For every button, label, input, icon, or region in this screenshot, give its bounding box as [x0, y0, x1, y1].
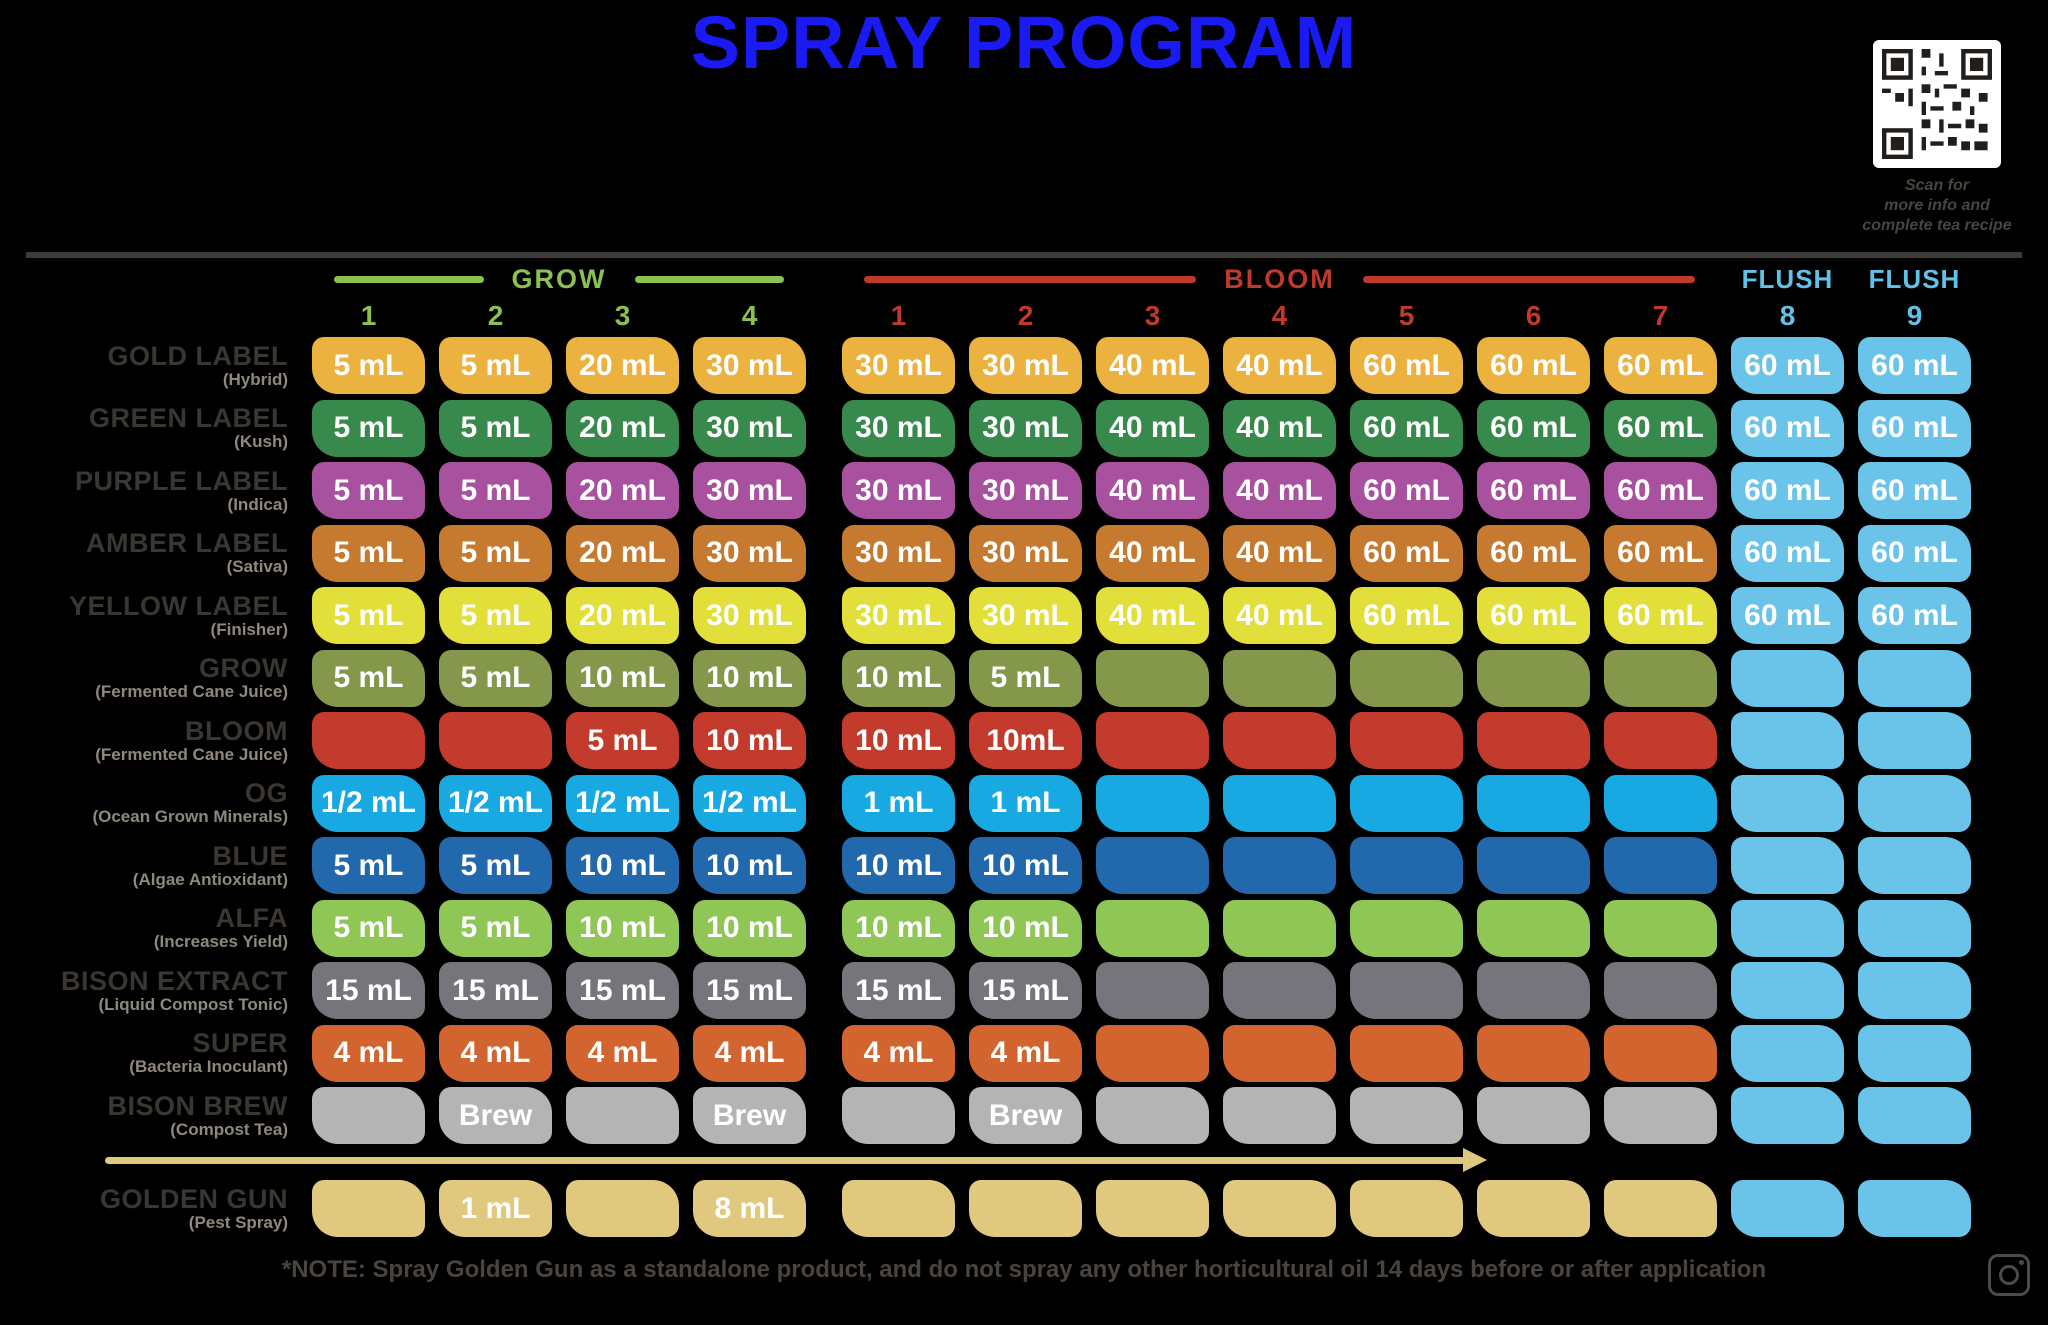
dose-cell: [1477, 650, 1590, 707]
dose-cell: Brew: [439, 1087, 552, 1144]
dose-cell: [1350, 962, 1463, 1019]
dose-cell: 30 mL: [842, 525, 955, 582]
dose-cell: 30 mL: [693, 587, 806, 644]
dose-cell: 10 mL: [969, 900, 1082, 957]
dose-cell: [1350, 1180, 1463, 1237]
dose-cell: 1/2 mL: [566, 775, 679, 832]
product-name: BISON BREW: [107, 1090, 288, 1121]
dose-cell: 20 mL: [566, 587, 679, 644]
dose-cell: 5 mL: [312, 900, 425, 957]
product-name: GROW: [199, 653, 288, 684]
product-name: AMBER LABEL: [86, 528, 288, 559]
flush-cell: [1858, 1180, 1971, 1237]
product-name: GOLD LABEL: [107, 340, 288, 371]
row-label: [14, 712, 298, 769]
product-name: GOLDEN GUN: [99, 1183, 288, 1214]
bloom-line-right: [1363, 276, 1695, 283]
dose-cell: [1223, 962, 1336, 1019]
flush-cell: 60 mL: [1731, 400, 1844, 457]
dose-cell: [1096, 837, 1209, 894]
dose-cell: 40 mL: [1223, 400, 1336, 457]
dose-cell: [1096, 775, 1209, 832]
row-label: [14, 1025, 298, 1082]
flush-cell: [1858, 837, 1971, 894]
product-name: BISON EXTRACT: [60, 965, 288, 996]
week-number-bloom: 7: [1652, 299, 1669, 331]
footnote: *NOTE: Spray Golden Gun as a standalone product, and do not spray any other horticultural oil 14 days before or after application: [281, 1256, 1767, 1283]
dose-cell: 60 mL: [1477, 587, 1590, 644]
dose-cell: 5 mL: [439, 525, 552, 582]
dose-cell: 30 mL: [969, 462, 1082, 519]
dose-cell: [1096, 900, 1209, 957]
page-title: SPRAY PROGRAM: [690, 1, 1358, 84]
dose-cell: 4 mL: [439, 1025, 552, 1082]
product-subtitle: (Increases Yield): [153, 932, 288, 952]
week-number-flush: 8: [1779, 299, 1796, 331]
dose-cell: 5 mL: [439, 900, 552, 957]
dose-cell: 60 mL: [1477, 400, 1590, 457]
flush-cell: [1858, 1025, 1971, 1082]
dose-cell: 60 mL: [1604, 337, 1717, 394]
flush-cell: [1858, 712, 1971, 769]
row-label: [14, 962, 298, 1019]
dose-cell: [439, 712, 552, 769]
product-subtitle: (Compost Tea): [170, 1119, 288, 1139]
qr-code: [1873, 40, 2001, 168]
dose-cell: [1604, 775, 1717, 832]
dose-cell: 60 mL: [1477, 462, 1590, 519]
dose-cell: 5 mL: [312, 462, 425, 519]
dose-cell: [1223, 1025, 1336, 1082]
flush-cell: [1858, 900, 1971, 957]
week-number-bloom: 1: [890, 299, 907, 331]
flush8-label: FLUSH: [1741, 263, 1834, 294]
dose-cell: 60 mL: [1350, 462, 1463, 519]
dose-cell: 10 mL: [566, 900, 679, 957]
dose-cell: 10 mL: [842, 900, 955, 957]
dose-cell: [1604, 1025, 1717, 1082]
spray-schedule-table: [14, 264, 1971, 1144]
dose-cell: [1350, 775, 1463, 832]
dose-cell: 5 mL: [439, 337, 552, 394]
dose-cell: 4 mL: [693, 1025, 806, 1082]
dose-cell: 1 mL: [969, 775, 1082, 832]
dose-cell: [1477, 775, 1590, 832]
dose-cell: [1096, 1180, 1209, 1237]
dose-cell: 20 mL: [566, 400, 679, 457]
dose-cell: 30 mL: [842, 462, 955, 519]
week-number-bloom: 6: [1525, 299, 1542, 331]
dose-cell: 10 mL: [566, 650, 679, 707]
dose-cell: 40 mL: [1096, 462, 1209, 519]
dose-cell: Brew: [969, 1087, 1082, 1144]
dose-cell: [312, 1180, 425, 1237]
product-name: OG: [244, 778, 288, 809]
week-number-bloom: 5: [1398, 299, 1415, 331]
row-label: [14, 775, 298, 832]
dose-cell: 30 mL: [969, 400, 1082, 457]
dose-cell: 15 mL: [566, 962, 679, 1019]
instagram-icon: [1988, 1254, 2030, 1296]
flush-cell: 60 mL: [1858, 462, 1971, 519]
qr-pattern: [1882, 49, 1992, 159]
dose-cell: [1350, 1025, 1463, 1082]
arrow-head-icon: [1463, 1148, 1487, 1172]
grow-line-right: [635, 276, 785, 283]
dose-cell: 5 mL: [439, 587, 552, 644]
row-label: [14, 900, 298, 957]
dose-cell: 5 mL: [312, 525, 425, 582]
product-name: PURPLE LABEL: [74, 465, 288, 496]
dose-cell: [1604, 1180, 1717, 1237]
dose-cell: 30 mL: [842, 337, 955, 394]
dose-cell: 40 mL: [1096, 400, 1209, 457]
dose-cell: [1604, 962, 1717, 1019]
dose-cell: [1477, 900, 1590, 957]
flush-cell: 60 mL: [1731, 587, 1844, 644]
dose-cell: [312, 712, 425, 769]
dose-cell: 40 mL: [1096, 337, 1209, 394]
product-subtitle: (Fermented Cane Juice): [95, 744, 288, 764]
dose-cell: 5 mL: [312, 337, 425, 394]
qr-caption-line: more info and: [1884, 197, 1990, 214]
dose-cell: 5 mL: [312, 837, 425, 894]
flush-cell: [1731, 1180, 1844, 1237]
dose-cell: [842, 1180, 955, 1237]
dose-cell: 60 mL: [1350, 587, 1463, 644]
dose-cell: [1477, 1180, 1590, 1237]
row-label: [14, 462, 298, 519]
dose-cell: 60 mL: [1604, 587, 1717, 644]
row-label: [14, 587, 298, 644]
dose-cell: [1096, 712, 1209, 769]
flush-cell: 60 mL: [1858, 525, 1971, 582]
dose-cell: 1 mL: [842, 775, 955, 832]
dose-cell: 30 mL: [969, 587, 1082, 644]
dose-cell: 15 mL: [312, 962, 425, 1019]
dose-cell: [1350, 650, 1463, 707]
dose-cell: 10 mL: [693, 712, 806, 769]
dose-cell: 10 mL: [566, 837, 679, 894]
flush-cell: 60 mL: [1858, 587, 1971, 644]
dose-cell: 60 mL: [1477, 337, 1590, 394]
dose-cell: [842, 1087, 955, 1144]
dose-cell: 15 mL: [969, 962, 1082, 1019]
dose-cell: 30 mL: [693, 337, 806, 394]
dose-cell: 15 mL: [693, 962, 806, 1019]
dose-cell: 60 mL: [1477, 525, 1590, 582]
dose-cell: 30 mL: [693, 400, 806, 457]
dose-cell: 30 mL: [693, 462, 806, 519]
dose-cell: 30 mL: [842, 587, 955, 644]
dose-cell: [1223, 1180, 1336, 1237]
dose-cell: [1477, 1087, 1590, 1144]
dose-cell: 5 mL: [312, 587, 425, 644]
dose-cell: 8 mL: [693, 1180, 806, 1237]
dose-cell: 1/2 mL: [312, 775, 425, 832]
dose-cell: 15 mL: [439, 962, 552, 1019]
dose-cell: 4 mL: [566, 1025, 679, 1082]
dose-cell: 10 mL: [693, 900, 806, 957]
dose-cell: 20 mL: [566, 462, 679, 519]
flush-cell: 60 mL: [1731, 462, 1844, 519]
product-subtitle: (Ocean Grown Minerals): [92, 807, 288, 827]
product-subtitle: (Liquid Compost Tonic): [98, 994, 288, 1014]
qr-caption: [1810, 176, 2048, 236]
flush-cell: [1731, 837, 1844, 894]
dose-cell: [1223, 775, 1336, 832]
row-label: [14, 1087, 298, 1144]
dose-cell: [1223, 650, 1336, 707]
dose-cell: 40 mL: [1223, 462, 1336, 519]
week-number-bloom: 4: [1271, 299, 1288, 331]
dose-cell: 40 mL: [1223, 525, 1336, 582]
dose-cell: 40 mL: [1223, 337, 1336, 394]
header-divider: [26, 252, 2022, 258]
flush-cell: 60 mL: [1731, 525, 1844, 582]
product-subtitle: (Bacteria Inoculant): [129, 1057, 288, 1077]
week-number-grow: 1: [360, 299, 377, 331]
product-subtitle: (Finisher): [210, 619, 288, 639]
dose-cell: [1223, 712, 1336, 769]
product-subtitle: (Hybrid): [222, 369, 288, 389]
product-name: YELLOW LABEL: [69, 590, 288, 621]
dose-cell: Brew: [693, 1087, 806, 1144]
dose-cell: 40 mL: [1096, 525, 1209, 582]
week-number-bloom: 2: [1017, 299, 1034, 331]
dose-cell: [1223, 1087, 1336, 1144]
row-label: [14, 525, 298, 582]
dose-cell: 5 mL: [312, 400, 425, 457]
qr-caption-line: complete tea recipe: [1862, 217, 2012, 234]
flush-cell: [1858, 962, 1971, 1019]
flush-cell: [1731, 650, 1844, 707]
dose-cell: 5 mL: [439, 650, 552, 707]
product-subtitle: (Pest Spray): [188, 1212, 288, 1232]
dose-cell: 5 mL: [439, 400, 552, 457]
dose-cell: 40 mL: [1223, 587, 1336, 644]
dose-cell: 60 mL: [1604, 462, 1717, 519]
week-number-grow: 4: [741, 299, 758, 331]
flush-cell: [1731, 900, 1844, 957]
product-subtitle: (Indica): [227, 494, 288, 514]
product-name: BLOOM: [185, 715, 288, 746]
dose-cell: 20 mL: [566, 337, 679, 394]
dose-cell: 30 mL: [842, 400, 955, 457]
dose-cell: [1604, 1087, 1717, 1144]
dose-cell: [1096, 962, 1209, 1019]
grow-line-left: [334, 276, 484, 283]
dose-cell: 60 mL: [1604, 525, 1717, 582]
dose-cell: [1477, 962, 1590, 1019]
row-label: [14, 337, 298, 394]
dose-cell: 60 mL: [1350, 337, 1463, 394]
dose-cell: 5 mL: [969, 650, 1082, 707]
dose-cell: [1604, 837, 1717, 894]
dose-cell: [1350, 837, 1463, 894]
product-subtitle: (Kush): [234, 432, 288, 452]
flush-cell: 60 mL: [1731, 337, 1844, 394]
dose-cell: 30 mL: [693, 525, 806, 582]
dose-cell: 10mL: [969, 712, 1082, 769]
dose-cell: 1 mL: [439, 1180, 552, 1237]
dose-cell: [566, 1087, 679, 1144]
dose-cell: [969, 1180, 1082, 1237]
dose-cell: 10 mL: [693, 837, 806, 894]
dose-cell: [1350, 1087, 1463, 1144]
flush-cell: 60 mL: [1858, 337, 1971, 394]
flush-cell: 60 mL: [1858, 400, 1971, 457]
dose-cell: [1223, 837, 1336, 894]
flush-cell: [1731, 712, 1844, 769]
week-number-bloom: 3: [1144, 299, 1161, 331]
product-name: GREEN LABEL: [88, 403, 288, 434]
dose-cell: 4 mL: [312, 1025, 425, 1082]
dose-cell: 10 mL: [969, 837, 1082, 894]
flush-cell: [1731, 775, 1844, 832]
week-number-grow: 3: [614, 299, 631, 331]
grow-group-header: [312, 264, 806, 294]
dose-cell: 60 mL: [1350, 400, 1463, 457]
dose-cell: 4 mL: [842, 1025, 955, 1082]
dose-cell: [1477, 837, 1590, 894]
dose-cell: 10 mL: [842, 837, 955, 894]
flush9-label: FLUSH: [1868, 263, 1961, 294]
dose-cell: [312, 1087, 425, 1144]
dose-cell: [1223, 900, 1336, 957]
dose-cell: 10 mL: [842, 712, 955, 769]
product-name: SUPER: [192, 1028, 288, 1059]
dose-cell: 5 mL: [439, 462, 552, 519]
bloom-line-left: [864, 276, 1196, 283]
dose-cell: 1/2 mL: [693, 775, 806, 832]
dose-cell: [1604, 900, 1717, 957]
dose-cell: 10 mL: [693, 650, 806, 707]
dose-cell: 5 mL: [566, 712, 679, 769]
dose-cell: [566, 1180, 679, 1237]
grow-label: GROW: [511, 263, 607, 294]
week-number-grow: 2: [487, 299, 504, 331]
dose-cell: [1350, 712, 1463, 769]
dose-cell: [1604, 650, 1717, 707]
flush-cell: [1858, 650, 1971, 707]
dose-cell: [1096, 1087, 1209, 1144]
product-subtitle: (Fermented Cane Juice): [95, 682, 288, 702]
dose-cell: [1477, 712, 1590, 769]
bloom-group-header: [842, 264, 1717, 294]
dose-cell: 30 mL: [969, 525, 1082, 582]
dose-cell: [1350, 900, 1463, 957]
row-label: [14, 1180, 298, 1237]
row-label: [14, 650, 298, 707]
dose-cell: [1604, 712, 1717, 769]
golden-gun-row-table: [14, 1180, 1971, 1237]
flush-cell: [1731, 1025, 1844, 1082]
row-label: [14, 400, 298, 457]
flush-cell: [1731, 1087, 1844, 1144]
bloom-label: BLOOM: [1224, 263, 1335, 294]
dose-cell: [1096, 650, 1209, 707]
flush-cell: [1858, 1087, 1971, 1144]
dose-cell: [1477, 1025, 1590, 1082]
flush-cell: [1731, 962, 1844, 1019]
week-number-flush: 9: [1906, 299, 1923, 331]
row-label: [14, 837, 298, 894]
product-name: ALFA: [215, 903, 288, 934]
golden-gun-timeline-arrow: [105, 1157, 1465, 1164]
dose-cell: 10 mL: [842, 650, 955, 707]
product-subtitle: (Algae Antioxidant): [132, 869, 288, 889]
dose-cell: 15 mL: [842, 962, 955, 1019]
qr-caption-line: Scan for: [1904, 177, 1969, 194]
dose-cell: 5 mL: [439, 837, 552, 894]
dose-cell: 60 mL: [1604, 400, 1717, 457]
dose-cell: 20 mL: [566, 525, 679, 582]
dose-cell: 1/2 mL: [439, 775, 552, 832]
dose-cell: 5 mL: [312, 650, 425, 707]
dose-cell: [1096, 1025, 1209, 1082]
flush-cell: [1858, 775, 1971, 832]
dose-cell: 60 mL: [1350, 525, 1463, 582]
product-name: BLUE: [212, 840, 288, 871]
dose-cell: 40 mL: [1096, 587, 1209, 644]
dose-cell: 4 mL: [969, 1025, 1082, 1082]
dose-cell: 30 mL: [969, 337, 1082, 394]
product-subtitle: (Sativa): [226, 557, 288, 577]
